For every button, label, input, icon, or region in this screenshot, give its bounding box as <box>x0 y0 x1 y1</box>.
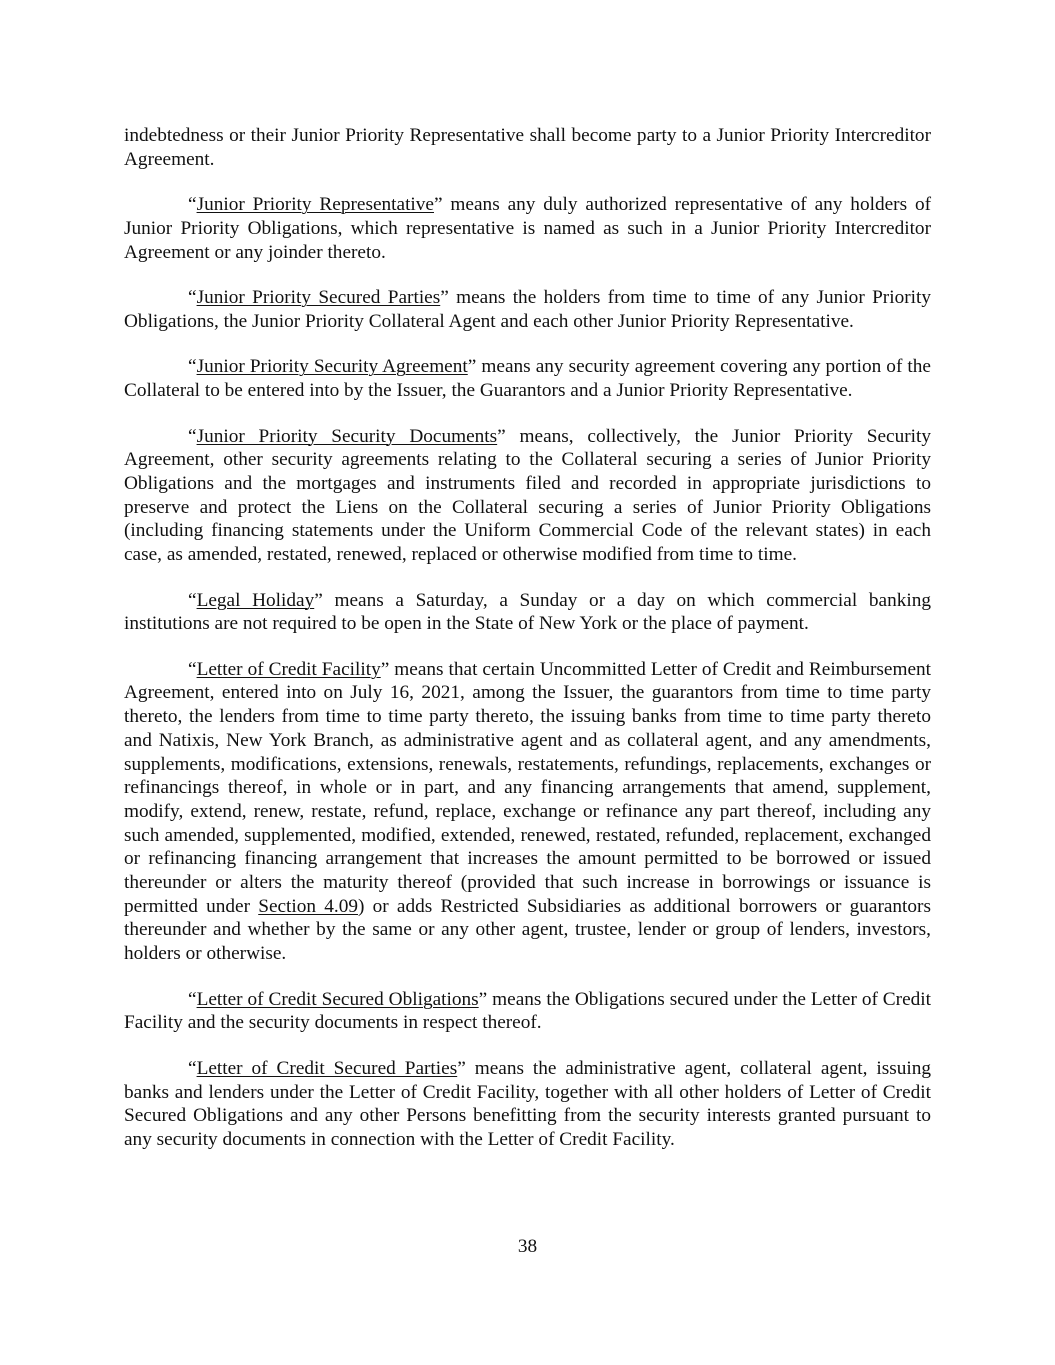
definition-body: means the holders from time to time of any Junior Priority Obligations, the Junior Priority Collateral Agent and each other Junior Priority Representative. <box>124 287 931 332</box>
close-quote: ” <box>478 988 488 1010</box>
open-quote: “ <box>188 356 197 378</box>
intro-paragraph: indebtedness or their Junior Priority Representative shall become party to a Junior Priority Intercreditor Agreement. <box>124 125 931 170</box>
defined-term: Junior Priority Secured Parties <box>196 287 441 309</box>
definition-body: means the Obligations secured under the Letter of Credit Facility and the security documents in respect thereof. <box>124 988 932 1034</box>
defined-term: Letter of Credit Secured Obligations <box>196 988 479 1010</box>
open-quote: “ <box>188 589 197 611</box>
definition-body: means a Saturday, a Sunday or a day on which commercial banking institutions are not required to be open in the State of New York or the place of payment. <box>124 589 931 635</box>
defined-term: Legal Holiday <box>196 589 315 611</box>
close-quote: ” <box>440 287 449 309</box>
definition-letter-of-credit-secured-parties <box>124 1057 931 1152</box>
definition-junior-priority-security-documents <box>124 425 931 567</box>
close-quote: ” <box>380 658 390 680</box>
definition-body: means that certain Uncommitted Letter of Credit and Reimbursement Agreement, entered into on July 16, 2021, among the Issuer, the guarantors from time to time party thereto, the lenders from time to time party thereto, the issuing banks from time to time party thereto and Natixis, New York Branch, as administrative agent and as collateral agent, and any amendments, supplements, modifications, extensions, renewals, restatements, refundings, replacements, exchanges or refinancings thereof, in whole or in part, and any financing arrangements that amend, supplement, modify, extend, renew, restate, refund, replace, exchange or refinance any part thereof, including any such amended, supplemented, modified, extended, renewed, restated, refunded, replacement, exchanged or refinancing financing arrangement that increases the amount permitted to be borrowed or issued thereunder or alters the maturity thereof (provided that such increase in borrowings or issuance is permitted under <box>124 658 931 917</box>
definition-legal-holiday <box>124 589 931 636</box>
close-quote: ” <box>457 1057 466 1079</box>
definition-body: means, collectively, the Junior Priority Security Agreement, other security agreements relating to the Collateral securing a series of Junior Priority Obligations and the mortgages and instruments filed and recorded in appropriate jurisdictions to preserve and protect the Liens on the Collateral securing a series of Junior Priority Obligations (including financing statements under the Uniform Commercial Code of the relevant states) in each case, as amended, restated, renewed, replaced or otherwise modified from time to time. <box>124 425 931 566</box>
open-quote: “ <box>188 988 197 1010</box>
definition-junior-priority-representative <box>124 193 931 264</box>
defined-term: Junior Priority Security Agreement <box>196 356 468 378</box>
open-quote: “ <box>188 287 197 309</box>
close-quote: ” <box>314 589 323 611</box>
close-quote: ” <box>497 425 506 447</box>
defined-term: Letter of Credit Facility <box>196 658 381 680</box>
page-number: 38 <box>517 1236 538 1257</box>
open-quote: “ <box>188 658 197 680</box>
defined-term: Letter of Credit Secured Parties <box>196 1057 458 1079</box>
open-quote: “ <box>188 194 197 216</box>
open-quote: “ <box>188 425 197 447</box>
definition-letter-of-credit-facility <box>124 658 931 966</box>
defined-term: Junior Priority Representative <box>196 194 434 216</box>
section-reference-link[interactable]: Section 4.09 <box>258 895 359 917</box>
close-quote: ” <box>467 356 477 378</box>
definition-junior-priority-security-agreement <box>124 355 931 402</box>
close-quote: ” <box>434 194 443 216</box>
definition-junior-priority-secured-parties <box>124 286 931 333</box>
open-quote: “ <box>188 1057 197 1079</box>
definition-body-continued: ) or adds Restricted Subsidiaries as additional borrowers or guarantors thereunder and whether by the same or any other agent, trustee, lender or group of lenders, investors, holders or otherwise. <box>124 895 931 965</box>
definition-body: means any security agreement covering any portion of the Collateral to be entered into by the Issuer, the Guarantors and a Junior Priority Representative. <box>124 356 931 402</box>
definition-body: means the administrative agent, collateral agent, issuing banks and lenders under the Letter of Credit Facility, together with all other holders of Letter of Credit Secured Obligations and any other Persons benefitting from the security interests granted pursuant to any security documents in connection with the Letter of Credit Facility. <box>124 1057 931 1150</box>
defined-term: Junior Priority Security Documents <box>196 425 498 447</box>
document-page <box>124 124 931 1173</box>
definition-letter-of-credit-secured-obligations <box>124 988 931 1035</box>
definition-body: means any duly authorized representative of any holders of Junior Priority Obligations, which representative is named as such in a Junior Priority Intercreditor Agreement or any joinder thereto. <box>124 194 932 263</box>
